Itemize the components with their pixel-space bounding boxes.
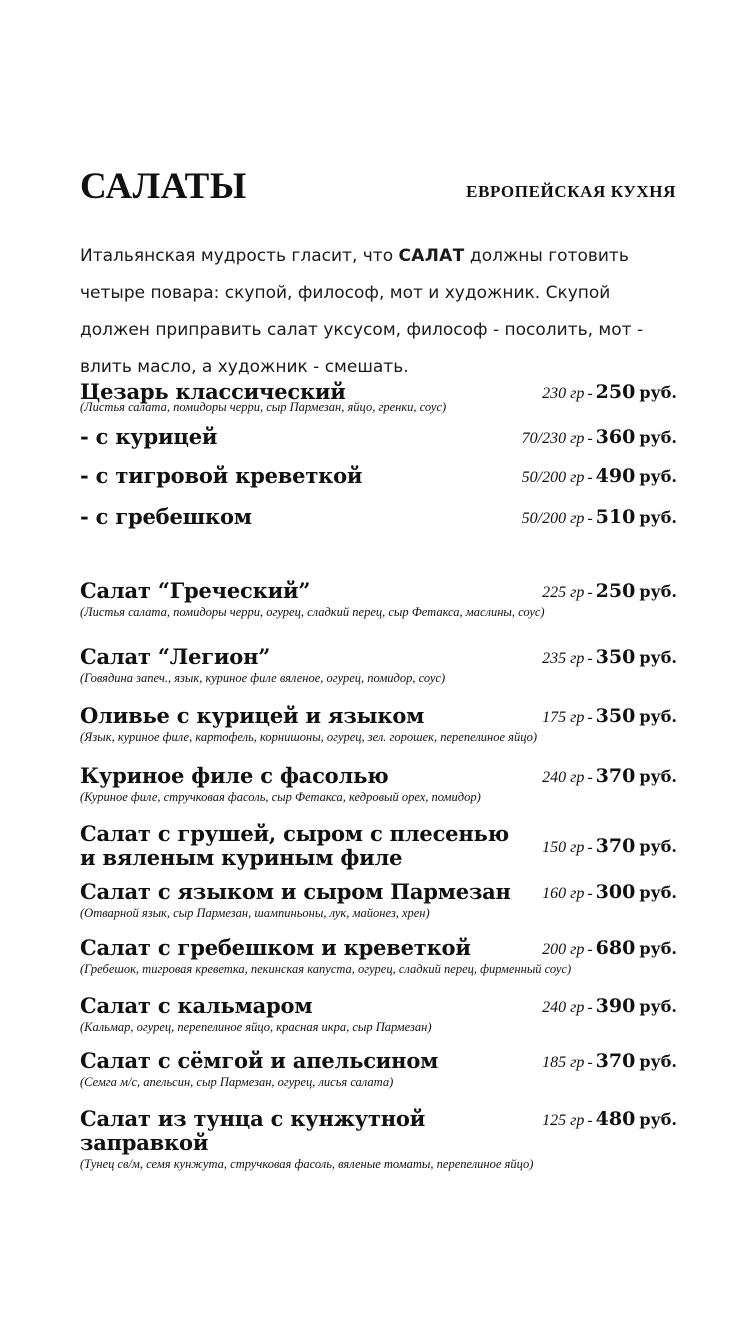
item-currency: руб. [639,1110,677,1129]
item-price: 680 [595,937,636,959]
item-price: 370 [595,765,636,787]
item-weight: 50/200 гр [521,510,585,527]
item-price: 300 [595,881,636,903]
item-currency: руб. [639,648,677,667]
item-price: 390 [595,995,636,1017]
item-price: 490 [595,465,636,487]
item-weight: 240 гр [542,999,585,1016]
item-description: (Семга м/с, апельсин, сыр Пармезан, огурец, лисья салата) [80,1075,394,1089]
intro-before: Итальянская мудрость гласит, что [80,246,399,266]
item-price-block: 160 гр - 300 руб. [542,881,677,903]
item-weight: 50/200 гр [521,469,585,486]
menu-item-chicken-beans [80,764,677,805]
intro-after: должны готовить четыре повара: скупой, философ, мот и художник. Скупой должен приправить салат уксусом, философ - посолить, мот - влить масло, а художник - смешать. [80,246,644,377]
item-price: 250 [595,381,636,403]
item-price: 350 [595,646,636,668]
item-price-block: 225 гр - 250 руб. [542,580,677,602]
item-weight: 230 гр [542,385,585,402]
item-name: Куриное филе с фасолью [80,763,389,788]
item-description: (Куриное филе, стручковая фасоль, сыр Фетакса, кедровый орех, помидор) [80,790,481,804]
item-weight: 150 гр [542,839,585,856]
item-price-block: 185 гр - 370 руб. [542,1050,677,1072]
item-name: - с гребешком [80,504,252,529]
item-weight: 225 гр [542,584,585,601]
item-name: - с тигровой креветкой [80,463,363,488]
item-name: - с курицей [80,424,218,449]
item-price-block: 50/200 гр - 510 руб. [521,506,677,528]
item-price-block: 240 гр - 370 руб. [542,765,677,787]
item-name: Салат с языком и сыром Пармезан [80,879,511,904]
item-weight: 125 гр [542,1112,585,1129]
item-description: (Отварной язык, сыр Пармезан, шампиньоны, лук, майонез, хрен) [80,906,430,920]
item-price-block: 235 гр - 350 руб. [542,646,677,668]
menu-item-tongue-parmesan [80,880,677,921]
item-currency: руб. [639,1052,677,1071]
item-description: (Тунец св/м, семя кунжута, стручковая фасоль, вяленые томаты, перепелиное яйцо) [80,1157,534,1171]
item-price: 370 [595,1050,636,1072]
item-price-block: 230 гр - 250 руб. [542,381,677,403]
item-name: Цезарь классический [80,379,346,404]
item-price-block: 150 гр - 370 руб. [542,835,677,857]
intro-highlight: САЛАТ [398,246,465,266]
page-subtitle: ЕВРОПЕЙСКАЯ КУХНЯ [466,182,676,201]
item-currency: руб. [639,467,677,486]
item-name-line2: заправкой [80,1130,209,1155]
item-name-line2: и вяленым куриным филе [80,845,403,870]
menu-item-pear-cheese [80,822,677,870]
menu-item-caesar-chicken [80,425,677,449]
item-weight: 160 гр [542,885,585,902]
item-currency: руб. [639,383,677,402]
item-currency: руб. [639,767,677,786]
item-name: Салат с грушей, сыром с плесенью [80,821,509,846]
menu-item-olivier [80,704,677,745]
item-currency: руб. [639,508,677,527]
menu-item-legion [80,645,677,686]
item-currency: руб. [639,997,677,1016]
item-description: (Кальмар, огурец, перепелиное яйцо, красная икра, сыр Пармезан) [80,1020,432,1034]
item-name: Салат “Легион” [80,644,271,669]
item-description: (Листья салата, помидоры черри, огурец, сладкий перец, сыр Фетакса, маслины, соус) [80,605,545,619]
item-currency: руб. [639,939,677,958]
item-price: 360 [595,426,636,448]
item-price-block: 175 гр - 350 руб. [542,705,677,727]
item-weight: 200 гр [542,941,585,958]
item-currency: руб. [639,837,677,856]
menu-item-squid [80,994,677,1035]
menu-item-tuna [80,1107,677,1172]
menu-item-scallop-shrimp [80,936,677,977]
page-title: САЛАТЫ [80,166,247,207]
item-name: Салат из тунца с кунжутной [80,1106,426,1131]
item-price-block: 125 гр - 480 руб. [542,1108,677,1130]
item-description: (Гребешок, тигровая креветка, пекинская капуста, огурец, сладкий перец, фирменный соус) [80,962,572,976]
item-price: 350 [595,705,636,727]
intro-text [80,238,680,386]
item-currency: руб. [639,883,677,902]
item-price-block: 50/200 гр - 490 руб. [521,465,677,487]
item-price: 370 [595,835,636,857]
menu-item-greek [80,579,677,620]
item-price: 480 [595,1108,636,1130]
item-price: 510 [595,506,636,528]
item-weight: 235 гр [542,650,585,667]
item-weight: 175 гр [542,709,585,726]
item-name: Салат “Греческий” [80,578,311,603]
item-name: Салат с сёмгой и апельсином [80,1048,439,1073]
item-description: (Листья салата, помидоры черри, сыр Пармезан, яйцо, гренки, соус) [80,400,447,414]
menu-item-salmon-orange [80,1049,677,1090]
item-price-block: 240 гр - 390 руб. [542,995,677,1017]
item-name: Салат с гребешком и креветкой [80,935,471,960]
item-price-block: 70/230 гр - 360 руб. [521,426,677,448]
item-name: Оливье с курицей и языком [80,703,425,728]
item-currency: руб. [639,707,677,726]
item-currency: руб. [639,582,677,601]
menu-item-caesar-shrimp [80,464,677,488]
item-weight: 185 гр [542,1054,585,1071]
menu-item-caesar [80,380,677,415]
item-weight: 240 гр [542,769,585,786]
item-price: 250 [595,580,636,602]
menu-item-caesar-scallop [80,505,677,529]
item-name: Салат с кальмаром [80,993,313,1018]
item-price-block: 200 гр - 680 руб. [542,937,677,959]
item-weight: 70/230 гр [521,430,585,447]
item-currency: руб. [639,428,677,447]
item-description: (Говядина запеч., язык, куриное филе вяленое, огурец, помидор, соус) [80,671,446,685]
item-description: (Язык, куриное филе, картофель, корнишоны, огурец, зел. горошек, перепелиное яйцо) [80,730,538,744]
